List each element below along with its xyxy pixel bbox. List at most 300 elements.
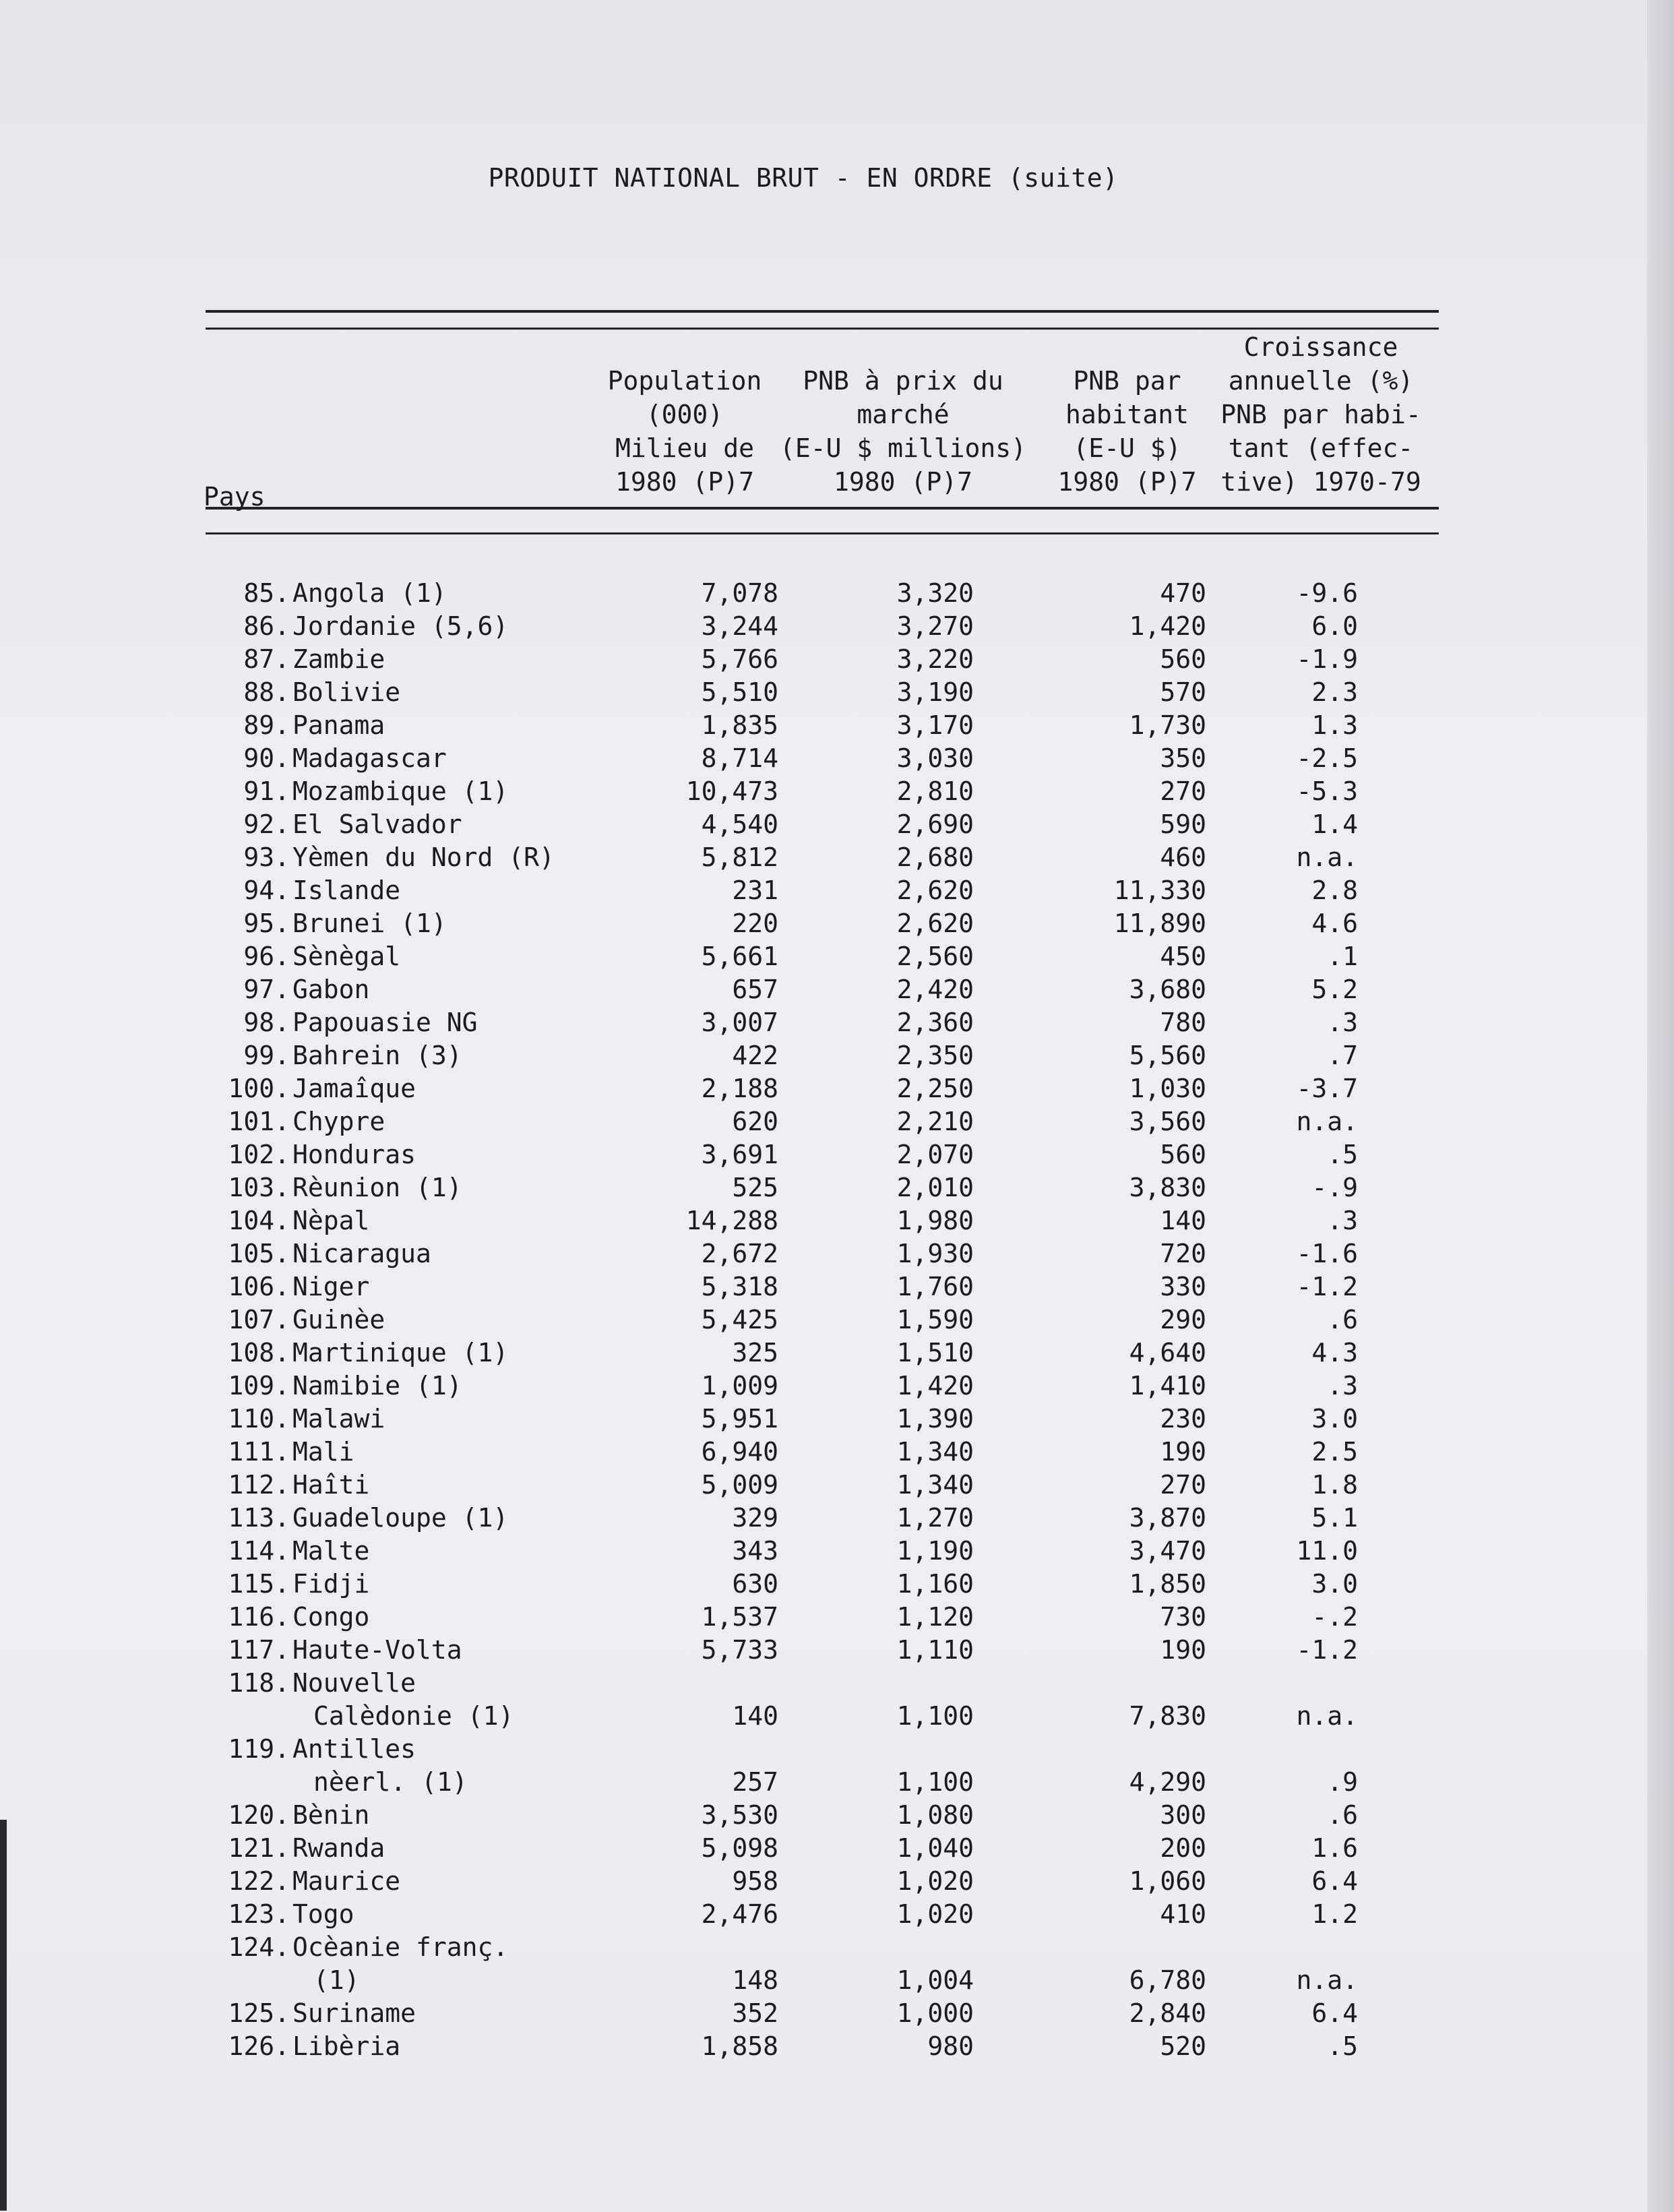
population-cell: 3,007 xyxy=(701,1008,778,1037)
row-number: 105. xyxy=(228,1239,290,1268)
pnb-per-capita-cell: 590 xyxy=(1160,809,1206,839)
country-name: Malte xyxy=(292,1536,370,1566)
growth-cell: 2.3 xyxy=(1311,677,1358,707)
country-name: Zambie xyxy=(292,644,385,674)
table-row xyxy=(0,1140,1607,1173)
growth-cell: 5.1 xyxy=(1311,1503,1358,1533)
growth-cell: -3.7 xyxy=(1296,1074,1358,1103)
pnb-per-capita-cell: 11,890 xyxy=(1113,909,1206,938)
growth-cell: -1.2 xyxy=(1296,1272,1358,1301)
growth-cell: 1.3 xyxy=(1311,710,1358,740)
growth-cell: .3 xyxy=(1327,1206,1358,1235)
growth-cell: -1.9 xyxy=(1296,644,1358,674)
pnb-cell: 1,420 xyxy=(896,1371,974,1401)
growth-cell: 4.6 xyxy=(1311,909,1358,938)
row-number: 114. xyxy=(228,1536,290,1566)
pnb-per-capita-cell: 190 xyxy=(1160,1635,1206,1665)
country-name: Sènègal xyxy=(292,942,401,971)
header-rule-top xyxy=(206,310,1439,313)
pnb-per-capita-cell: 560 xyxy=(1160,1140,1206,1169)
table-row xyxy=(0,1107,1607,1140)
row-number: 125. xyxy=(228,1998,290,2028)
table-row xyxy=(0,1239,1607,1272)
growth-cell: .3 xyxy=(1327,1008,1358,1037)
pnb-cell: 2,070 xyxy=(896,1140,974,1169)
growth-cell: 3.0 xyxy=(1311,1569,1358,1599)
country-name: Nicaragua xyxy=(292,1239,431,1268)
country-name: Maurice xyxy=(292,1866,401,1896)
country-name: Fidji xyxy=(292,1569,370,1599)
pnb-cell: 2,360 xyxy=(896,1008,974,1037)
country-name: Nèpal xyxy=(292,1206,370,1235)
pnb-per-capita-cell: 470 xyxy=(1160,578,1206,608)
table-row xyxy=(0,710,1607,743)
growth-cell: .9 xyxy=(1327,1767,1358,1797)
row-number: 123. xyxy=(228,1899,290,1929)
pnb-per-capita-cell: 1,030 xyxy=(1129,1074,1206,1103)
population-cell: 5,733 xyxy=(701,1635,778,1665)
row-number: 104. xyxy=(228,1206,290,1235)
table-row xyxy=(0,1008,1607,1041)
column-header-pays: Pays xyxy=(204,482,266,512)
table-row xyxy=(0,1305,1607,1338)
country-name: Yèmen du Nord (R) xyxy=(292,842,555,872)
population-cell: 2,672 xyxy=(701,1239,778,1268)
row-number: 103. xyxy=(228,1173,290,1202)
country-name: Namibie (1) xyxy=(292,1371,462,1401)
table-row xyxy=(0,975,1607,1008)
pnb-per-capita-cell: 410 xyxy=(1160,1899,1206,1929)
pnb-cell: 1,190 xyxy=(896,1536,974,1566)
country-name: Guinèe xyxy=(292,1305,385,1334)
table-row xyxy=(0,1932,1607,1998)
country-name: Guadeloupe (1) xyxy=(292,1503,509,1533)
row-number: 115. xyxy=(228,1569,290,1599)
row-number: 106. xyxy=(228,1272,290,1301)
row-number: 102. xyxy=(228,1140,290,1169)
row-number: 98. xyxy=(243,1008,290,1037)
country-name-continued: (1) xyxy=(313,1965,360,1995)
pnb-per-capita-cell: 720 xyxy=(1160,1239,1206,1268)
table-row xyxy=(0,1404,1607,1437)
population-cell: 1,858 xyxy=(701,2031,778,2061)
growth-cell: -5.3 xyxy=(1296,776,1358,806)
row-number: 112. xyxy=(228,1470,290,1500)
population-cell: 5,661 xyxy=(701,942,778,971)
growth-cell: .7 xyxy=(1327,1041,1358,1070)
population-cell: 2,188 xyxy=(701,1074,778,1103)
row-number: 120. xyxy=(228,1800,290,1830)
pnb-cell: 1,930 xyxy=(896,1239,974,1268)
country-name: Jamaîque xyxy=(292,1074,416,1103)
country-name: Angola (1) xyxy=(292,578,447,608)
population-cell: 220 xyxy=(732,909,778,938)
pnb-per-capita-cell: 3,680 xyxy=(1129,975,1206,1004)
row-number: 97. xyxy=(243,975,290,1004)
country-name: Rwanda xyxy=(292,1833,385,1863)
country-name: Honduras xyxy=(292,1140,416,1169)
table-row xyxy=(0,611,1607,644)
table-row xyxy=(0,1800,1607,1833)
country-name: Libèria xyxy=(292,2031,401,2061)
row-number: 117. xyxy=(228,1635,290,1665)
row-number: 96. xyxy=(243,942,290,971)
header-rule-bottom-double xyxy=(206,532,1439,534)
table-row xyxy=(0,1437,1607,1470)
country-name: Papouasie NG xyxy=(292,1008,478,1037)
growth-cell: -2.5 xyxy=(1296,743,1358,773)
population-cell: 958 xyxy=(732,1866,778,1896)
pnb-cell: 3,320 xyxy=(896,578,974,608)
column-header-pnb: PNB à prix du marché (E-U $ millions) 1980 (P)7 xyxy=(779,366,1027,497)
country-name: Martinique (1) xyxy=(292,1338,509,1368)
pnb-per-capita-cell: 730 xyxy=(1160,1602,1206,1632)
pnb-per-capita-cell: 350 xyxy=(1160,743,1206,773)
pnb-cell: 1,760 xyxy=(896,1272,974,1301)
country-name: Suriname xyxy=(292,1998,416,2028)
row-number: 100. xyxy=(228,1074,290,1103)
population-cell: 525 xyxy=(732,1173,778,1202)
population-cell: 3,691 xyxy=(701,1140,778,1169)
table-row xyxy=(0,776,1607,809)
row-number: 108. xyxy=(228,1338,290,1368)
pnb-cell: 1,340 xyxy=(896,1437,974,1467)
population-cell: 14,288 xyxy=(685,1206,778,1235)
growth-cell: n.a. xyxy=(1296,1107,1358,1136)
column-header-pnb-habitant: PNB par habitant (E-U $) 1980 (P)7 xyxy=(1057,366,1197,497)
population-cell: 422 xyxy=(732,1041,778,1070)
pnb-per-capita-cell: 1,850 xyxy=(1129,1569,1206,1599)
column-header-croissance: Croissance annuelle (%) PNB par habi- tant (effec- tive) 1970-79 xyxy=(1220,332,1421,497)
pnb-per-capita-cell: 330 xyxy=(1160,1272,1206,1301)
table-row xyxy=(0,1173,1607,1206)
pnb-per-capita-cell: 5,560 xyxy=(1129,1041,1206,1070)
growth-cell: 2.5 xyxy=(1311,1437,1358,1467)
pnb-cell: 3,030 xyxy=(896,743,974,773)
pnb-cell: 2,690 xyxy=(896,809,974,839)
pnb-per-capita-cell: 520 xyxy=(1160,2031,1206,2061)
population-cell: 352 xyxy=(732,1998,778,2028)
pnb-per-capita-cell: 270 xyxy=(1160,776,1206,806)
pnb-per-capita-cell: 300 xyxy=(1160,1800,1206,1830)
table-row xyxy=(0,677,1607,710)
pnb-cell: 2,620 xyxy=(896,909,974,938)
table-row xyxy=(0,1470,1607,1503)
population-cell: 1,835 xyxy=(701,710,778,740)
pnb-cell: 1,100 xyxy=(896,1767,974,1797)
row-number: 101. xyxy=(228,1107,290,1136)
population-cell: 620 xyxy=(732,1107,778,1136)
table-row xyxy=(0,1998,1607,2031)
pnb-per-capita-cell: 450 xyxy=(1160,942,1206,971)
pnb-cell: 2,810 xyxy=(896,776,974,806)
pnb-cell: 3,170 xyxy=(896,710,974,740)
row-number: 111. xyxy=(228,1437,290,1467)
table-row xyxy=(0,1668,1607,1734)
table-row xyxy=(0,842,1607,875)
table-row xyxy=(0,1503,1607,1536)
country-name: Jordanie (5,6) xyxy=(292,611,509,641)
pnb-cell: 1,590 xyxy=(896,1305,974,1334)
row-number: 87. xyxy=(243,644,290,674)
pnb-per-capita-cell: 4,640 xyxy=(1129,1338,1206,1368)
table-row xyxy=(0,1866,1607,1899)
row-number: 90. xyxy=(243,743,290,773)
pnb-per-capita-cell: 4,290 xyxy=(1129,1767,1206,1797)
growth-cell: 3.0 xyxy=(1311,1404,1358,1434)
pnb-per-capita-cell: 1,420 xyxy=(1129,611,1206,641)
growth-cell: 1.4 xyxy=(1311,809,1358,839)
row-number: 107. xyxy=(228,1305,290,1334)
pnb-cell: 1,340 xyxy=(896,1470,974,1500)
population-cell: 4,540 xyxy=(701,809,778,839)
growth-cell: .3 xyxy=(1327,1371,1358,1401)
population-cell: 7,078 xyxy=(701,578,778,608)
table-row xyxy=(0,1899,1607,1932)
pnb-cell: 1,270 xyxy=(896,1503,974,1533)
row-number: 124. xyxy=(228,1932,290,1962)
pnb-cell: 3,190 xyxy=(896,677,974,707)
table-row xyxy=(0,1833,1607,1866)
population-cell: 1,009 xyxy=(701,1371,778,1401)
table-row xyxy=(0,909,1607,942)
population-cell: 5,425 xyxy=(701,1305,778,1334)
table-row xyxy=(0,1635,1607,1668)
pnb-per-capita-cell: 3,830 xyxy=(1129,1173,1206,1202)
pnb-per-capita-cell: 3,870 xyxy=(1129,1503,1206,1533)
table-row xyxy=(0,1371,1607,1404)
population-cell: 5,098 xyxy=(701,1833,778,1863)
pnb-per-capita-cell: 2,840 xyxy=(1129,1998,1206,2028)
country-name: El Salvador xyxy=(292,809,462,839)
growth-cell: -.9 xyxy=(1311,1173,1358,1202)
country-name: Bènin xyxy=(292,1800,370,1830)
country-name: Islande xyxy=(292,875,401,905)
table-row xyxy=(0,1041,1607,1074)
row-number: 110. xyxy=(228,1404,290,1434)
table-row xyxy=(0,578,1607,611)
growth-cell: .6 xyxy=(1327,1800,1358,1830)
pnb-cell: 1,000 xyxy=(896,1998,974,2028)
pnb-cell: 2,210 xyxy=(896,1107,974,1136)
pnb-per-capita-cell: 780 xyxy=(1160,1008,1206,1037)
growth-cell: n.a. xyxy=(1296,842,1358,872)
population-cell: 148 xyxy=(732,1965,778,1995)
page-title: PRODUIT NATIONAL BRUT - EN ORDRE (suite) xyxy=(488,163,1119,193)
population-cell: 3,530 xyxy=(701,1800,778,1830)
growth-cell: 5.2 xyxy=(1311,975,1358,1004)
table-row xyxy=(0,1272,1607,1305)
growth-cell: -1.2 xyxy=(1296,1635,1358,1665)
row-number: 85. xyxy=(243,578,290,608)
pnb-per-capita-cell: 6,780 xyxy=(1129,1965,1206,1995)
pnb-per-capita-cell: 1,410 xyxy=(1129,1371,1206,1401)
growth-cell: n.a. xyxy=(1296,1701,1358,1731)
row-number: 113. xyxy=(228,1503,290,1533)
row-number: 91. xyxy=(243,776,290,806)
pnb-per-capita-cell: 460 xyxy=(1160,842,1206,872)
growth-cell: .1 xyxy=(1327,942,1358,971)
pnb-per-capita-cell: 1,060 xyxy=(1129,1866,1206,1896)
population-cell: 2,476 xyxy=(701,1899,778,1929)
pnb-cell: 980 xyxy=(927,2031,974,2061)
pnb-cell: 1,510 xyxy=(896,1338,974,1368)
pnb-cell: 2,010 xyxy=(896,1173,974,1202)
pnb-per-capita-cell: 230 xyxy=(1160,1404,1206,1434)
row-number: 126. xyxy=(228,2031,290,2061)
pnb-per-capita-cell: 200 xyxy=(1160,1833,1206,1863)
table-row xyxy=(0,1074,1607,1107)
growth-cell: 6.0 xyxy=(1311,611,1358,641)
pnb-per-capita-cell: 11,330 xyxy=(1113,875,1206,905)
growth-cell: 4.3 xyxy=(1311,1338,1358,1368)
country-name: Brunei (1) xyxy=(292,909,447,938)
growth-cell: .5 xyxy=(1327,2031,1358,2061)
pnb-cell: 1,980 xyxy=(896,1206,974,1235)
growth-cell: .5 xyxy=(1327,1140,1358,1169)
country-name: Haute-Volta xyxy=(292,1635,462,1665)
country-name: Bahrein (3) xyxy=(292,1041,462,1070)
country-name: Niger xyxy=(292,1272,370,1301)
country-name: Rèunion (1) xyxy=(292,1173,462,1202)
table-row xyxy=(0,1536,1607,1569)
table-row xyxy=(0,2031,1607,2064)
country-name: Madagascar xyxy=(292,743,447,773)
population-cell: 6,940 xyxy=(701,1437,778,1467)
country-name: Congo xyxy=(292,1602,370,1632)
row-number: 118. xyxy=(228,1668,290,1698)
pnb-cell: 1,004 xyxy=(896,1965,974,1995)
header-rule-top-double xyxy=(206,328,1439,330)
population-cell: 343 xyxy=(732,1536,778,1566)
page-binding-edge xyxy=(1647,0,1674,2212)
row-number: 88. xyxy=(243,677,290,707)
country-name-continued: Calèdonie (1) xyxy=(313,1701,514,1731)
population-cell: 10,473 xyxy=(685,776,778,806)
pnb-per-capita-cell: 570 xyxy=(1160,677,1206,707)
pnb-cell: 1,040 xyxy=(896,1833,974,1863)
population-cell: 257 xyxy=(732,1767,778,1797)
pnb-per-capita-cell: 3,470 xyxy=(1129,1536,1206,1566)
row-number: 122. xyxy=(228,1866,290,1896)
growth-cell: -9.6 xyxy=(1296,578,1358,608)
pnb-cell: 1,120 xyxy=(896,1602,974,1632)
table-row xyxy=(0,942,1607,975)
country-name-continued: nèerl. (1) xyxy=(313,1767,468,1797)
pnb-per-capita-cell: 1,730 xyxy=(1129,710,1206,740)
pnb-per-capita-cell: 190 xyxy=(1160,1437,1206,1467)
growth-cell: -.2 xyxy=(1311,1602,1358,1632)
pnb-cell: 2,420 xyxy=(896,975,974,1004)
growth-cell: 6.4 xyxy=(1311,1998,1358,2028)
population-cell: 329 xyxy=(732,1503,778,1533)
population-cell: 325 xyxy=(732,1338,778,1368)
table-row xyxy=(0,1569,1607,1602)
row-number: 95. xyxy=(243,909,290,938)
table-row xyxy=(0,1206,1607,1239)
growth-cell: .6 xyxy=(1327,1305,1358,1334)
population-cell: 5,318 xyxy=(701,1272,778,1301)
table-row xyxy=(0,1338,1607,1371)
population-cell: 140 xyxy=(732,1701,778,1731)
pnb-per-capita-cell: 270 xyxy=(1160,1470,1206,1500)
pnb-per-capita-cell: 7,830 xyxy=(1129,1701,1206,1731)
row-number: 99. xyxy=(243,1041,290,1070)
country-name: Mozambique (1) xyxy=(292,776,509,806)
pnb-cell: 1,160 xyxy=(896,1569,974,1599)
growth-cell: 2.8 xyxy=(1311,875,1358,905)
pnb-cell: 1,390 xyxy=(896,1404,974,1434)
pnb-cell: 1,080 xyxy=(896,1800,974,1830)
row-number: 121. xyxy=(228,1833,290,1863)
table-row xyxy=(0,1602,1607,1635)
pnb-cell: 2,680 xyxy=(896,842,974,872)
table-row xyxy=(0,743,1607,776)
pnb-cell: 3,270 xyxy=(896,611,974,641)
pnb-cell: 2,350 xyxy=(896,1041,974,1070)
growth-cell: n.a. xyxy=(1296,1965,1358,1995)
country-name: Antilles xyxy=(292,1734,416,1764)
pnb-cell: 2,620 xyxy=(896,875,974,905)
pnb-cell: 2,560 xyxy=(896,942,974,971)
pnb-per-capita-cell: 140 xyxy=(1160,1206,1206,1235)
row-number: 94. xyxy=(243,875,290,905)
population-cell: 5,951 xyxy=(701,1404,778,1434)
row-number: 116. xyxy=(228,1602,290,1632)
table-row xyxy=(0,1734,1607,1800)
population-cell: 5,009 xyxy=(701,1470,778,1500)
table-row xyxy=(0,809,1607,842)
country-name: Chypre xyxy=(292,1107,385,1136)
table-row xyxy=(0,644,1607,677)
growth-cell: -1.6 xyxy=(1296,1239,1358,1268)
growth-cell: 6.4 xyxy=(1311,1866,1358,1896)
gnp-table xyxy=(0,578,1607,2064)
growth-cell: 1.6 xyxy=(1311,1833,1358,1863)
row-number: 86. xyxy=(243,611,290,641)
header-rule-bottom xyxy=(206,507,1439,510)
table-row xyxy=(0,875,1607,909)
pnb-cell: 1,110 xyxy=(896,1635,974,1665)
population-cell: 630 xyxy=(732,1569,778,1599)
row-number: 92. xyxy=(243,809,290,839)
population-cell: 231 xyxy=(732,875,778,905)
country-name: Haîti xyxy=(292,1470,370,1500)
country-name: Bolivie xyxy=(292,677,401,707)
country-name: Gabon xyxy=(292,975,370,1004)
pnb-per-capita-cell: 560 xyxy=(1160,644,1206,674)
population-cell: 657 xyxy=(732,975,778,1004)
population-cell: 1,537 xyxy=(701,1602,778,1632)
country-name: Panama xyxy=(292,710,385,740)
pnb-per-capita-cell: 290 xyxy=(1160,1305,1206,1334)
row-number: 109. xyxy=(228,1371,290,1401)
population-cell: 5,510 xyxy=(701,677,778,707)
pnb-cell: 1,020 xyxy=(896,1866,974,1896)
row-number: 119. xyxy=(228,1734,290,1764)
row-number: 93. xyxy=(243,842,290,872)
pnb-cell: 1,020 xyxy=(896,1899,974,1929)
population-cell: 3,244 xyxy=(701,611,778,641)
country-name: Nouvelle xyxy=(292,1668,416,1698)
country-name: Togo xyxy=(292,1899,354,1929)
column-header-population: Population (000) Milieu de 1980 (P)7 xyxy=(607,366,762,497)
country-name: Mali xyxy=(292,1437,354,1467)
pnb-cell: 1,100 xyxy=(896,1701,974,1731)
growth-cell: 11.0 xyxy=(1296,1536,1358,1566)
population-cell: 5,812 xyxy=(701,842,778,872)
growth-cell: 1.2 xyxy=(1311,1899,1358,1929)
